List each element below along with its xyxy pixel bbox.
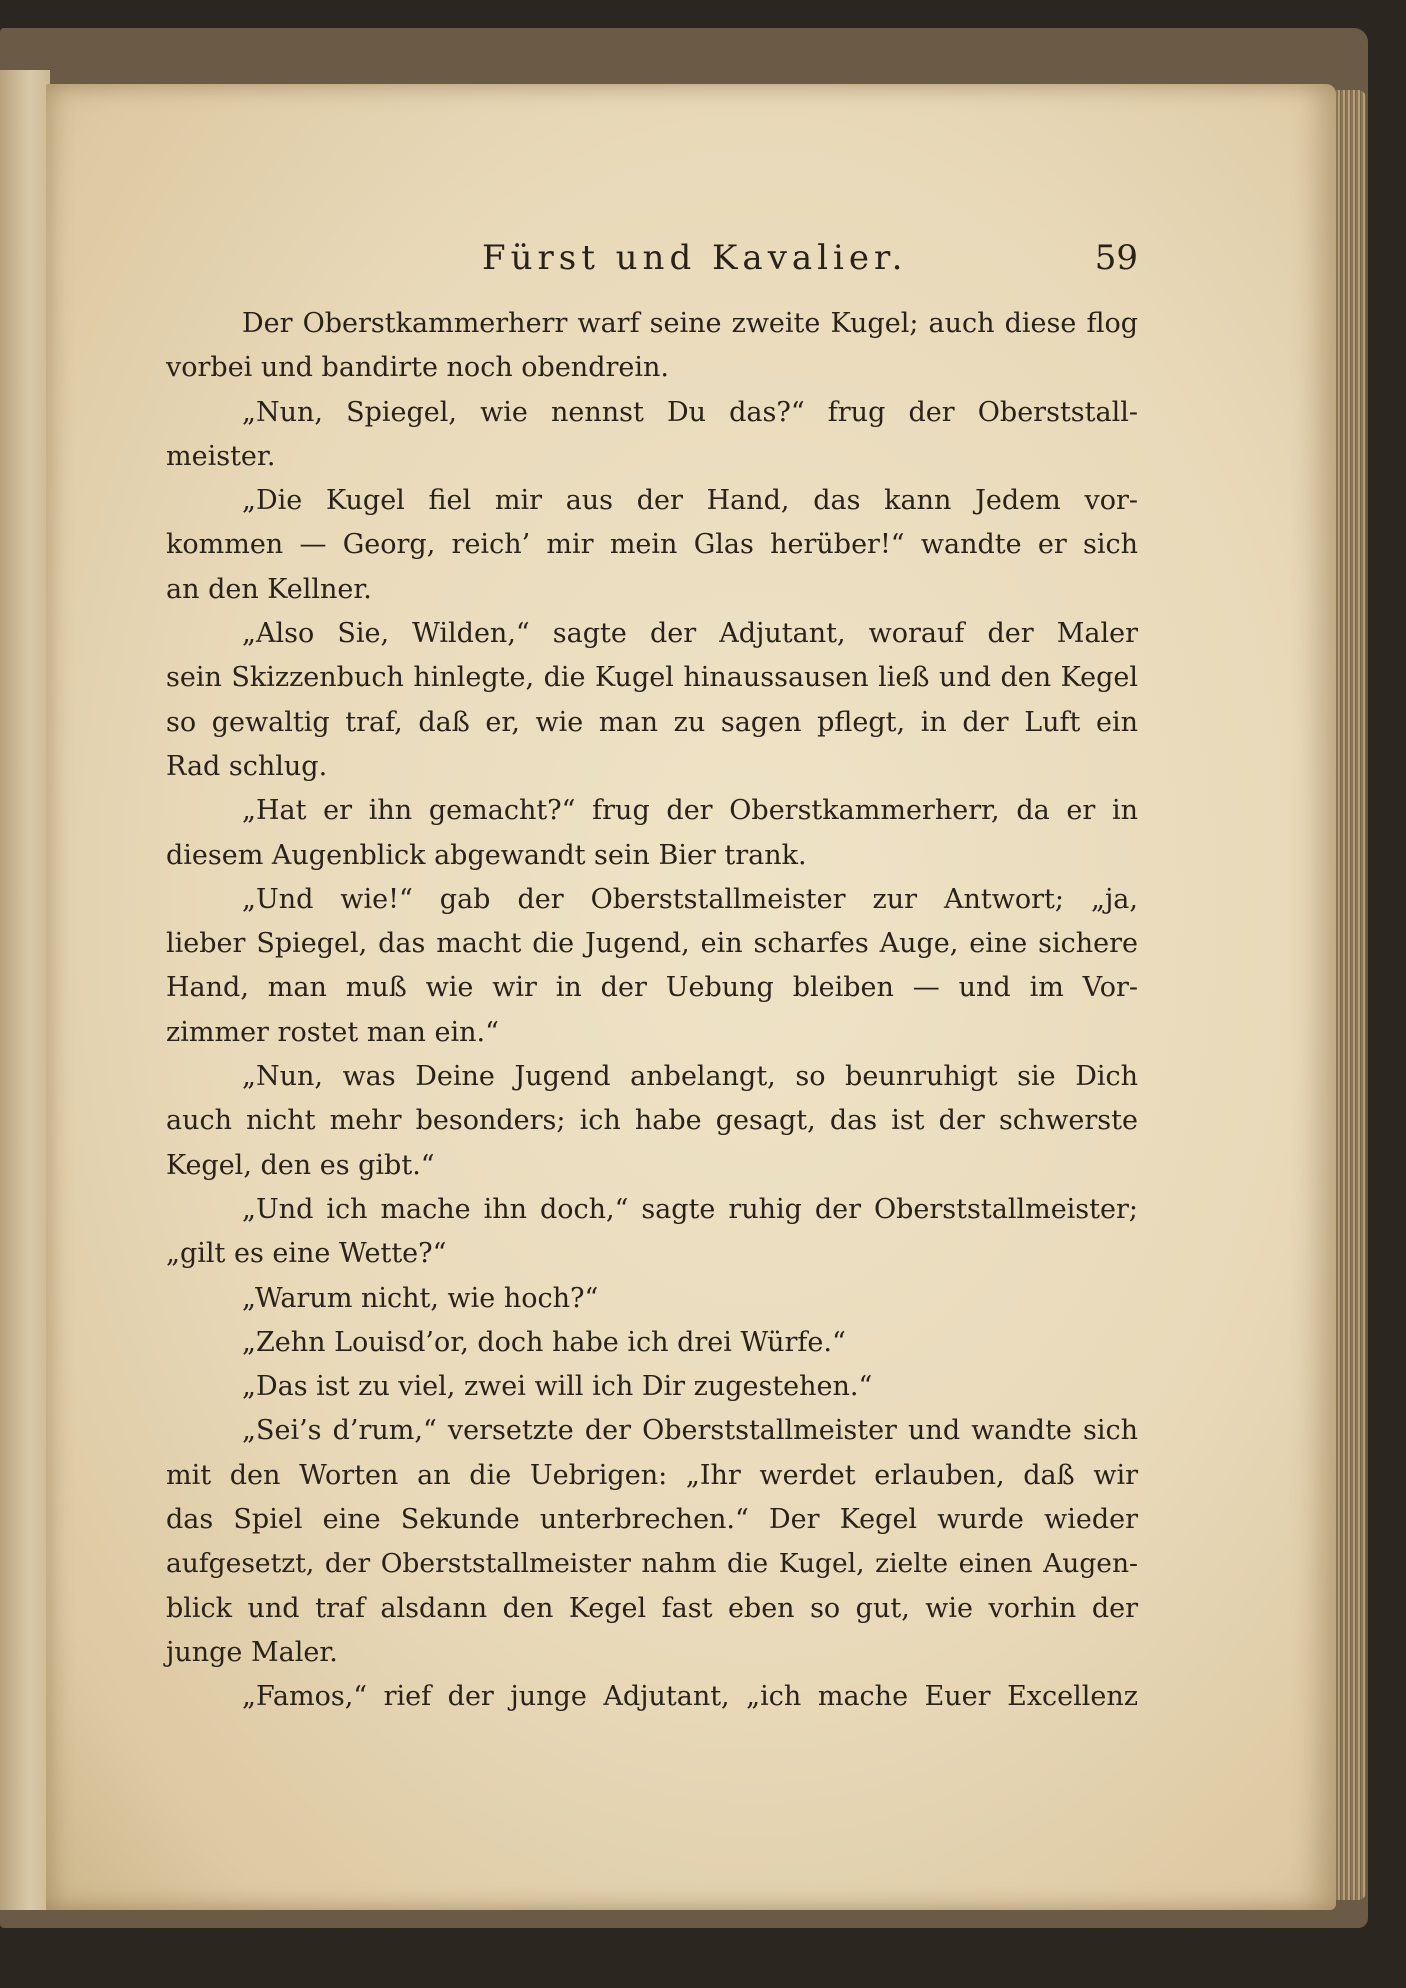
text-line: „Nun, was Deine Jugend anbelangt, so beunruhigt sie Dich	[242, 1061, 1138, 1093]
text-line: „Warum nicht, wie hoch?“	[242, 1282, 599, 1314]
text-line: Rad schlug.	[166, 750, 328, 782]
text-line: „Famos,“ rief der junge Adjutant, „ich mache Euer Excellenz	[242, 1681, 1138, 1713]
text-line: an den Kellner.	[166, 573, 372, 605]
text-line: lieber Spiegel, das macht die Jugend, ein scharfes Auge, eine sichere	[166, 928, 1138, 960]
page-stack-edge	[1336, 90, 1366, 1900]
page-number: 59	[1094, 238, 1138, 278]
text-line: blick und traf alsdann den Kegel fast eben so gut, wie vorhin der	[166, 1592, 1138, 1624]
text-line: kommen — Georg, reich’ mir mein Glas herüber!“ wandte er sich	[166, 529, 1138, 561]
text-line: aufgesetzt, der Oberststallmeister nahm die Kugel, zielte einen Augen-	[166, 1548, 1138, 1580]
text-line: zimmer rostet man ein.“	[166, 1016, 499, 1048]
text-line: „Und ich mache ihn doch,“ sagte ruhig der Oberststallmeister;	[242, 1193, 1138, 1225]
text-line: Hand, man muß wie wir in der Uebung bleiben — und im Vor-	[166, 972, 1138, 1004]
text-line: „Nun, Spiegel, wie nennst Du das?“ frug der Oberststall-	[242, 396, 1138, 428]
text-line: meister.	[166, 440, 276, 472]
text-line: sein Skizzenbuch hinlegte, die Kugel hinaussausen ließ und den Kegel	[166, 662, 1138, 694]
text-line: vorbei und bandirte noch obendrein.	[166, 352, 669, 384]
text-line: „gilt es eine Wette?“	[166, 1238, 447, 1270]
text-line: mit den Worten an die Uebrigen: „Ihr werdet erlauben, daß wir	[166, 1459, 1138, 1491]
page-header	[166, 230, 1138, 290]
body-text	[166, 302, 1138, 1720]
text-line: Kegel, den es gibt.“	[166, 1149, 435, 1181]
text-line: „Sei’s d’rum,“ versetzte der Oberststallmeister und wandte sich	[242, 1415, 1138, 1447]
text-line: „Also Sie, Wilden,“ sagte der Adjutant, worauf der Maler	[242, 618, 1138, 650]
text-line: „Das ist zu viel, zwei will ich Dir zugestehen.“	[242, 1371, 873, 1403]
text-line: „Die Kugel fiel mir aus der Hand, das kann Jedem vor-	[242, 485, 1138, 517]
text-line: „Und wie!“ gab der Oberststallmeister zur Antwort; „ja,	[242, 883, 1138, 915]
text-line: „Zehn Louisd’or, doch habe ich drei Würfe.“	[242, 1326, 846, 1358]
text-line: „Hat er ihn gemacht?“ frug der Oberstkammerherr, da er in	[242, 795, 1138, 827]
text-line: so gewaltig traf, daß er, wie man zu sagen pflegt, in der Luft ein	[166, 706, 1138, 738]
text-line: Der Oberstkammerherr warf seine zweite Kugel; auch diese flog	[242, 308, 1138, 339]
text-line: diesem Augenblick abgewandt sein Bier trank.	[166, 839, 807, 871]
text-line: das Spiel eine Sekunde unterbrechen.“ Der Kegel wurde wieder	[166, 1504, 1138, 1536]
facing-page-edge	[0, 70, 50, 1910]
text-line: junge Maler.	[166, 1636, 338, 1668]
text-line: auch nicht mehr besonders; ich habe gesagt, das ist der schwerste	[166, 1105, 1138, 1137]
running-title: Fürst und Kavalier.	[482, 238, 908, 278]
